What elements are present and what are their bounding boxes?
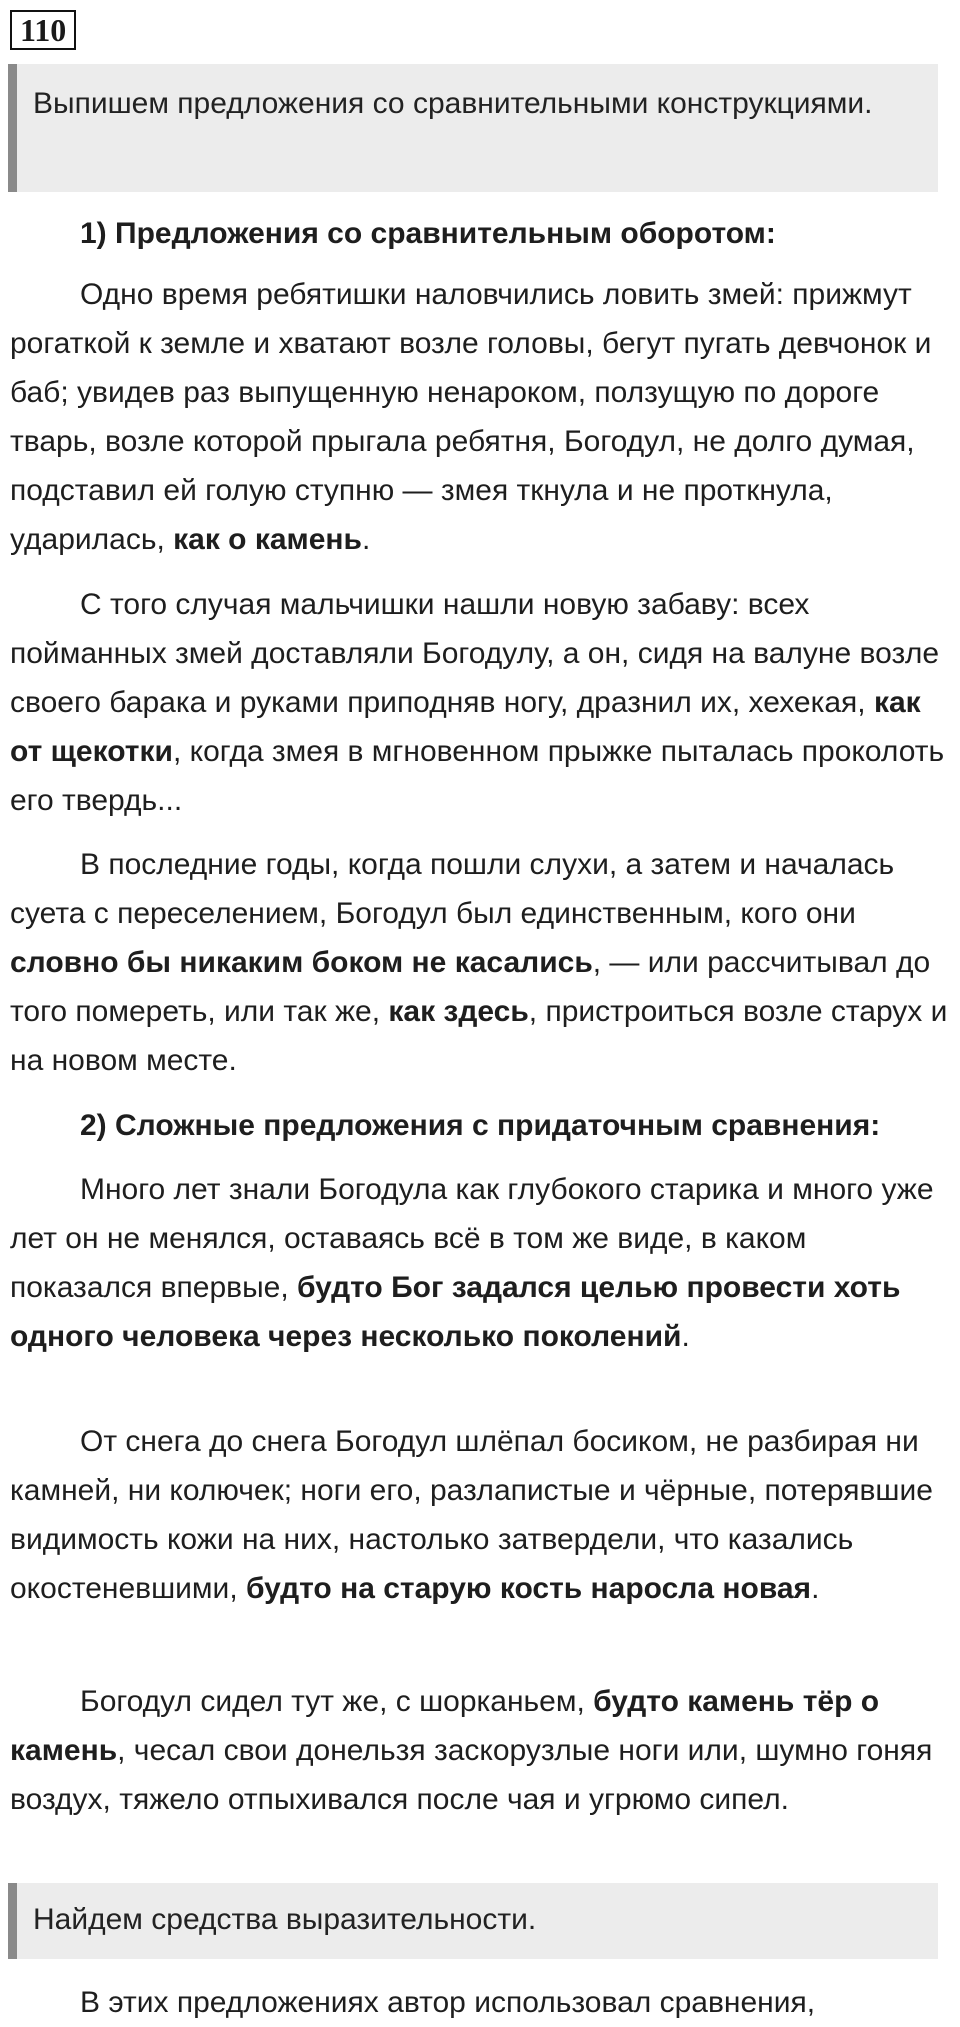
instruction-callout: Выпишем предложения со сравнительными конструкциями.	[8, 64, 938, 192]
paragraph-3: В последние годы, когда пошли слухи, а затем и началась суета с переселением, Богодул был единственным, кого они словно бы никаким боком не касались, — или рассчитывал до того помереть, или так же, как здесь, пристроиться возле старух и на новом месте.	[10, 848, 948, 1077]
comparison-highlight: как здесь	[388, 995, 529, 1028]
expressive-means-callout: Найдем средства выразительности.	[8, 1883, 938, 1959]
comparison-highlight: будто на старую кость наросла новая	[246, 1572, 812, 1605]
heading-comparative-phrase	[10, 209, 950, 258]
paragraph-2: С того случая мальчишки нашли новую забаву: всех пойманных змей доставляли Богодулу, а он, сидя на валуне возле своего барака и руками приподняв ногу, дразнил их, хехекая, как от щекотки, когда змея в мгновенном прыжке пыталась проколоть его твердь...	[10, 588, 945, 817]
paragraph-4: Много лет знали Богодула как глубокого старика и много уже лет он не менялся, оставаясь всё в том же виде, в каком показался впервые, будто Бог задался целью провести хоть одного человека через несколько поколений.	[10, 1173, 934, 1353]
paragraph-7: В этих предложениях автор использовал сравнения,	[80, 1986, 816, 2019]
task-number-badge: 110	[10, 10, 76, 50]
heading-1: 1) Предложения со сравнительным оборотом:	[80, 217, 776, 250]
comparison-highlight: будто Бог задался целью провести хоть одного человека через несколько поколений	[10, 1271, 901, 1353]
heading-comparative-clause	[10, 1101, 950, 1150]
paragraph-6: Богодул сидел тут же, с шорканьем, будто камень тёр о камень, чесал свои донельзя заскорузлые ноги или, шумно гоняя воздух, тяжело отпыхивался после чая и угрюмо сипел.	[10, 1685, 933, 1816]
heading-2: 2) Сложные предложения с придаточным сравнения:	[80, 1109, 881, 1142]
comparison-highlight: как о камень	[173, 523, 362, 556]
paragraph-1: Одно время ребятишки наловчились ловить змей: прижмут рогаткой к земле и хватают возле головы, бегут пугать девчонок и баб; увидев раз выпущенную ненароком, ползущую по дороге тварь, возле которой прыгала ребятня, Богодул, не долго думая, подставил ей голую ступню — змея ткнула и не проткнула, ударилась, как о камень.	[10, 278, 932, 556]
comparison-highlight: словно бы никаким боком не касались	[10, 946, 593, 979]
paragraph-5: От снега до снега Богодул шлёпал босиком, не разбирая ни камней, ни колючек; ноги его, разлапистые и чёрные, потерявшие видимость кожи на них, настолько затвердели, что казались окостеневшими, будто на старую кость наросла новая.	[10, 1425, 933, 1605]
comparison-highlight: как от щекотки	[10, 686, 921, 768]
comparison-highlight: будто камень тёр о камень	[10, 1685, 880, 1767]
